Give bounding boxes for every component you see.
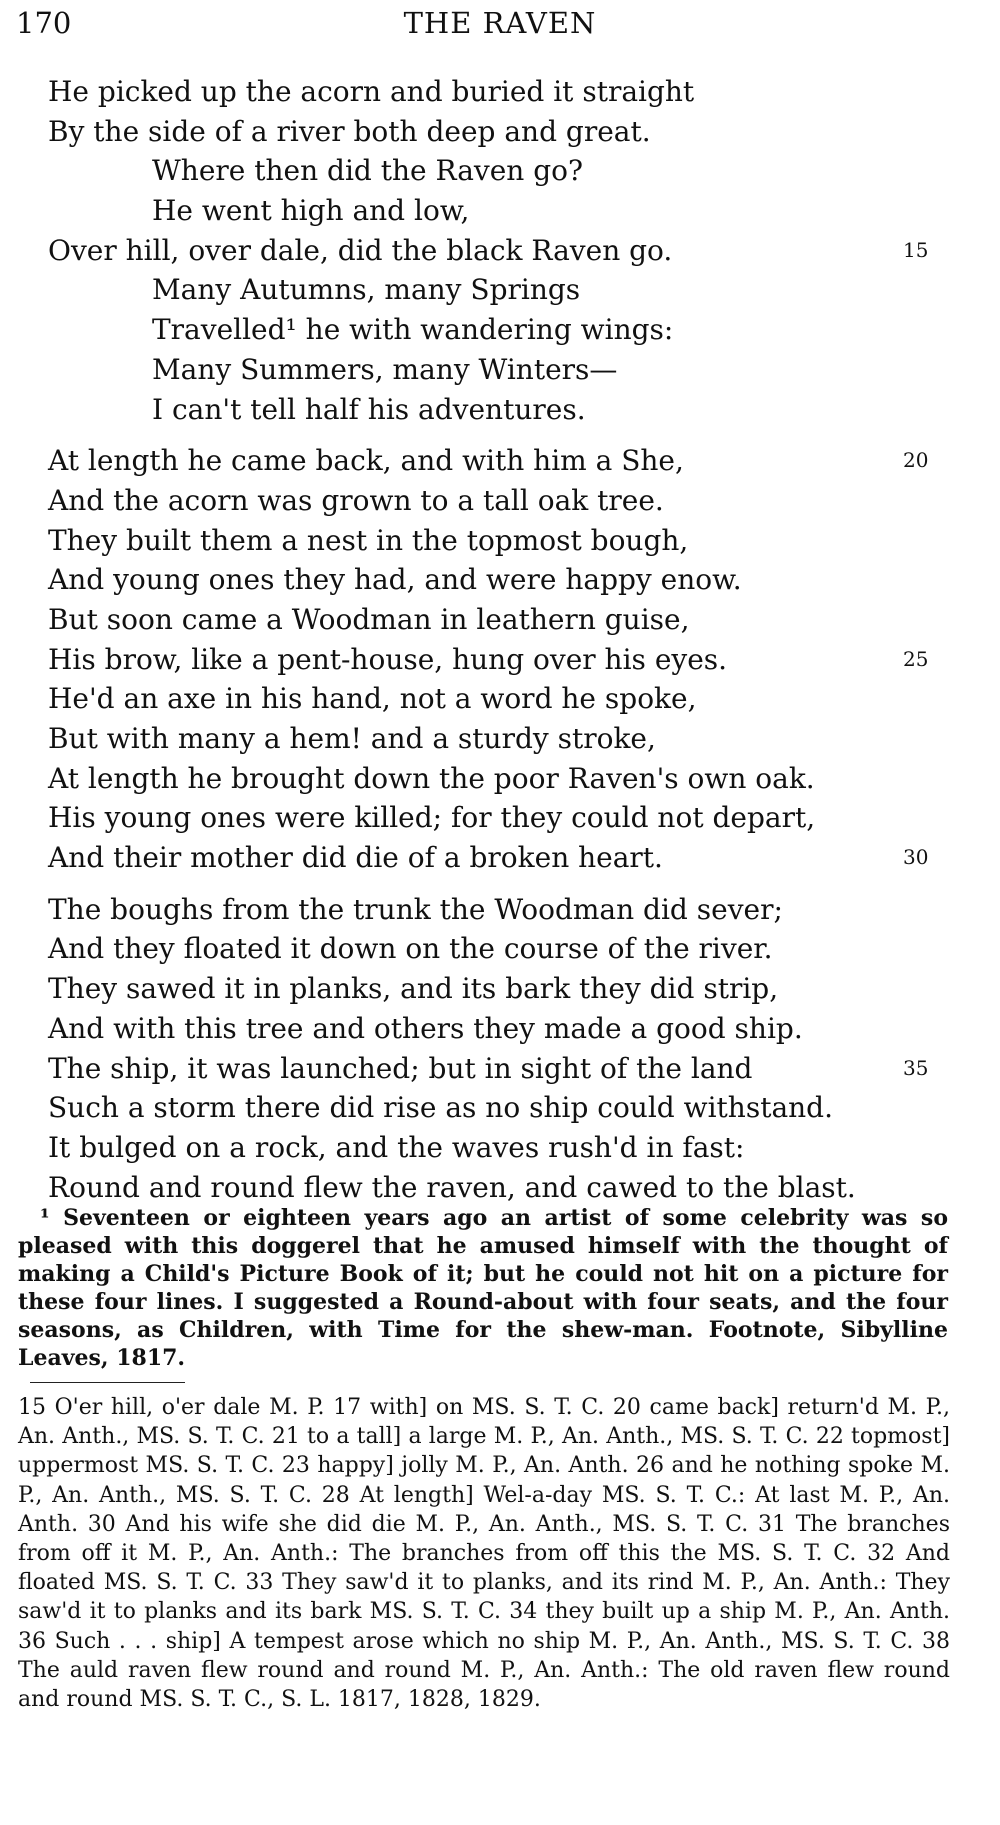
poem-line xyxy=(0,890,1000,930)
poem-line xyxy=(0,191,1000,231)
poem-line-text: But with many a hem! and a sturdy stroke, xyxy=(48,722,656,755)
poem-line xyxy=(0,759,1000,799)
poem-line xyxy=(0,350,1000,390)
poem-line xyxy=(0,600,1000,640)
poem-line xyxy=(0,270,1000,310)
poem-line-text: And they floated it down on the course of the river. xyxy=(48,932,773,966)
running-title: THE RAVEN xyxy=(403,6,597,40)
poem-line-text: They built them a nest in the topmost bough, xyxy=(48,523,689,557)
poem-line-text: It bulged on a rock, and the waves rush'd in fast: xyxy=(48,1130,745,1164)
poem-line xyxy=(0,560,1000,600)
poem-line-text: Travelled¹ he with wandering wings: xyxy=(152,313,674,347)
poem-line xyxy=(0,1049,1000,1089)
poem-line-text: By the side of a river both deep and great. xyxy=(48,114,651,148)
poem-line-text: And the acorn was grown to a tall oak tree. xyxy=(48,483,664,517)
page-header xyxy=(16,6,984,46)
poem-line-text: The boughs from the trunk the Woodman did sever; xyxy=(48,892,783,926)
poem-line xyxy=(0,112,1000,152)
poem-line-text: The ship, it was launched; but in sight of the land xyxy=(48,1051,753,1085)
poem-line xyxy=(0,390,1000,430)
poem-line xyxy=(0,441,1000,481)
poem-line-text: He'd an axe in his hand, not a word he spoke, xyxy=(48,682,697,716)
poem-line xyxy=(0,1088,1000,1128)
poem-line xyxy=(0,640,1000,680)
stanza xyxy=(0,72,1000,429)
poem-line xyxy=(0,72,1000,112)
poem-line xyxy=(0,481,1000,521)
poem-line-text: His young ones were killed; for they could not depart, xyxy=(48,801,816,835)
poem-line-text: And young ones they had, and were happy enow. xyxy=(48,563,742,597)
poem-line xyxy=(0,151,1000,191)
poem-line-text: He picked up the acorn and buried it straight xyxy=(48,75,695,108)
variant-readings xyxy=(18,1393,950,1714)
variants-divider xyxy=(30,1382,185,1383)
poem-line xyxy=(0,929,1000,969)
poem-line-text: Such a storm there did rise as no ship could withstand. xyxy=(48,1091,833,1125)
poem-line xyxy=(0,838,1000,878)
poem-line xyxy=(0,231,1000,271)
poem-line-text: But soon came a Woodman in leathern guise, xyxy=(48,602,690,636)
poem-line xyxy=(0,798,1000,838)
variant-readings-text: 15 O'er hill, o'er dale M. P. 17 with] on MS. S. T. C. 20 came back] return'd M. P., An. Anth., MS. S. T. C. 21 to a tall] a large M. P., An. Anth., MS. S. T. C. 22 topmost] uppermost MS. S. T. C. 23 happy] jolly M. P., An. Anth. 26 and he nothing spoke M. P., An. Anth., MS. S. T. C. 28 At length] Wel-a-day MS. S. T. C.: At last M. P., An. Anth. 30 And his wife she did die M. P., An. Anth., MS. S. T. C. 31 The branches from off it M. P., An. Anth.: The branches from off this the MS. S. T. C. 32 And floated MS. S. T. C. 33 They saw'd it to planks, and its rind M. P., An. Anth.: They saw'd it to planks and its bark MS. S. T. C. 34 they built up a ship M. P., An. Anth. 36 Such . . . ship] A tempest arose which no ship M. P., An. Anth., MS. S. T. C. 38 The auld raven flew round and round M. P., An. Anth.: The old raven flew round and round MS. S. T. C., S. L. 1817, 1828, 1829. xyxy=(18,1395,950,1713)
stanza xyxy=(0,441,1000,878)
poem-line-text: I can't tell half his adventures. xyxy=(152,392,586,426)
stanza xyxy=(0,890,1000,1208)
poem-line-text: They sawed it in planks, and its bark they did strip, xyxy=(48,972,779,1006)
poem-line-text: His brow, like a pent-house, hung over his eyes. xyxy=(48,642,728,676)
poem-line xyxy=(0,719,1000,759)
poem-line xyxy=(0,969,1000,1009)
poem-line-text: And with this tree and others they made a good ship. xyxy=(48,1011,803,1045)
page-number: 170 xyxy=(16,6,72,40)
footnote-text: ¹ Seventeen or eighteen years ago an artist of some celebrity was so pleased with this doggerel that he amused himself with the thought of making a Child's Picture Book of it; but he could not hit on a picture for these four lines. I suggested a Round-about with four seats, and the four seasons, as Children, with Time for the shew-man. Footnote, Sibylline Leaves, 1817. xyxy=(18,1205,948,1371)
line-number: 25 xyxy=(903,646,929,671)
line-number: 15 xyxy=(903,237,929,262)
poem-line-text: He went high and low, xyxy=(152,194,470,228)
poem-line xyxy=(0,1009,1000,1049)
poem-line xyxy=(0,679,1000,719)
line-number: 35 xyxy=(903,1055,929,1080)
poem-line xyxy=(0,310,1000,350)
footnote xyxy=(18,1204,948,1372)
poem-line-text: At length he came back, and with him a She, xyxy=(48,444,684,478)
poem-line-text: Round and round flew the raven, and cawed to the blast. xyxy=(48,1170,856,1204)
poem-line xyxy=(0,1128,1000,1168)
poem-line xyxy=(0,1168,1000,1208)
poem-body xyxy=(0,72,1000,1207)
poem-line-text: At length he brought down the poor Raven's own oak. xyxy=(48,761,815,795)
poem-line xyxy=(0,521,1000,561)
poem-line-text: Where then did the Raven go? xyxy=(152,154,584,188)
poem-line-text: And their mother did die of a broken heart. xyxy=(48,841,663,875)
poem-line-text: Over hill, over dale, did the black Raven go. xyxy=(48,233,673,267)
poem-line-text: Many Summers, many Winters— xyxy=(152,352,618,386)
line-number: 20 xyxy=(903,448,929,473)
poem-line-text: Many Autumns, many Springs xyxy=(152,273,581,307)
line-number: 30 xyxy=(903,845,929,870)
